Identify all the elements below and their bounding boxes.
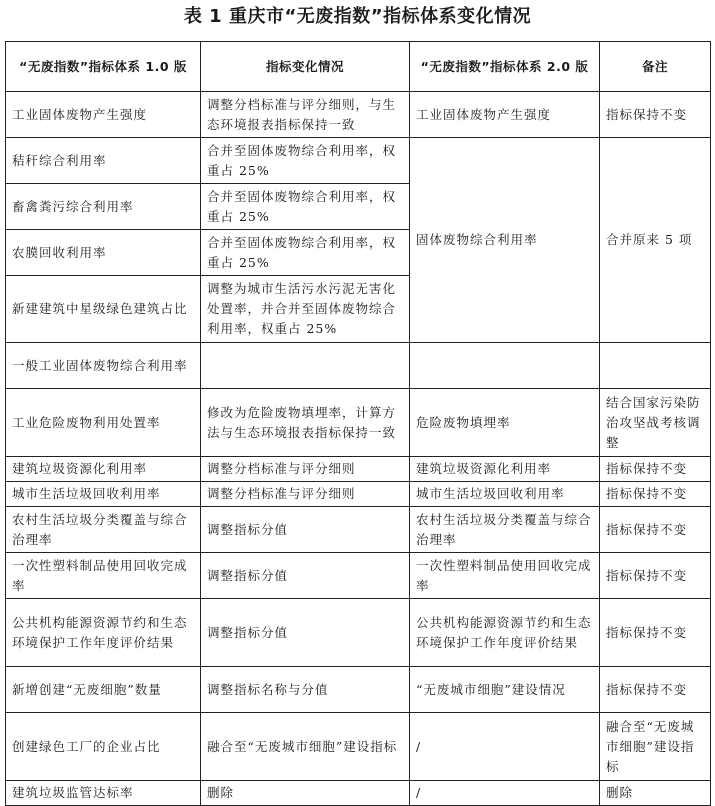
- cell-v1: 秸秆综合利用率: [6, 138, 201, 184]
- cell-change: 融合至“无废城市细胞”建设指标: [201, 713, 410, 781]
- cell-v2: /: [410, 781, 600, 806]
- cell-note: 指标保持不变: [600, 457, 711, 482]
- table-row: [6, 457, 711, 482]
- cell-change: 调整指标分值: [201, 507, 410, 553]
- cell-note: 融合至“无废城市细胞”建设指标: [600, 713, 711, 781]
- cell-change: 调整分档标准与评分细则: [201, 457, 410, 482]
- cell-change: 删除: [201, 781, 410, 806]
- cell-note: 指标保持不变: [600, 667, 711, 713]
- cell-note-merged: 合并原来 5 项: [600, 138, 711, 343]
- cell-note: 指标保持不变: [600, 553, 711, 599]
- cell-note: 指标保持不变: [600, 507, 711, 553]
- cell-v2: “无废城市细胞”建设情况: [410, 667, 600, 713]
- table-row: [6, 92, 711, 138]
- table-row: [6, 507, 711, 553]
- cell-note: 指标保持不变: [600, 599, 711, 667]
- cell-v1: 工业危险废物利用处置率: [6, 389, 201, 457]
- cell-v2: 工业固体废物产生强度: [410, 92, 600, 138]
- cell-change: 调整为城市生活污水污泥无害化处置率，并合并至固体废物综合利用率，权重占 25%: [201, 276, 410, 343]
- cell-v1: 一次性塑料制品使用回收完成率: [6, 553, 201, 599]
- table-row: [6, 482, 711, 507]
- cell-note: 指标保持不变: [600, 482, 711, 507]
- cell-v2: 公共机构能源资源节约和生态环境保护工作年度评价结果: [410, 599, 600, 667]
- header-v2: “无废指数”指标体系 2.0 版: [410, 42, 600, 92]
- table-row: [6, 389, 711, 457]
- header-change: 指标变化情况: [201, 42, 410, 92]
- cell-note: [600, 343, 711, 389]
- table-row: [6, 713, 711, 781]
- cell-change: 调整指标分值: [201, 599, 410, 667]
- table-row: [6, 667, 711, 713]
- cell-v2: 建筑垃圾资源化利用率: [410, 457, 600, 482]
- cell-v2: [410, 343, 600, 389]
- table-row: [6, 343, 711, 389]
- cell-note: 删除: [600, 781, 711, 806]
- cell-change: 调整分档标准与评分细则，与生态环境报表指标保持一致: [201, 92, 410, 138]
- cell-change: [201, 343, 410, 389]
- cell-change: 调整指标分值: [201, 553, 410, 599]
- cell-v1: 工业固体废物产生强度: [6, 92, 201, 138]
- table-row: [6, 781, 711, 806]
- cell-v2: 危险废物填埋率: [410, 389, 600, 457]
- cell-v1: 新增创建“无废细胞”数量: [6, 667, 201, 713]
- cell-note: 结合国家污染防治攻坚战考核调整: [600, 389, 711, 457]
- cell-change: 修改为危险废物填埋率，计算方法与生态环境报表指标保持一致: [201, 389, 410, 457]
- cell-v1: 建筑垃圾资源化利用率: [6, 457, 201, 482]
- cell-v1: 畜禽粪污综合利用率: [6, 184, 201, 230]
- cell-v1: 新建建筑中星级绿色建筑占比: [6, 276, 201, 343]
- cell-change: 合并至固体废物综合利用率，权重占 25%: [201, 230, 410, 276]
- header-note: 备注: [600, 42, 711, 92]
- cell-v1: 农村生活垃圾分类覆盖与综合治理率: [6, 507, 201, 553]
- cell-v1: 创建绿色工厂的企业占比: [6, 713, 201, 781]
- cell-change: 调整分档标准与评分细则: [201, 482, 410, 507]
- table-row: [6, 553, 711, 599]
- cell-v1: 建筑垃圾监管达标率: [6, 781, 201, 806]
- cell-v2: /: [410, 713, 600, 781]
- cell-v2: 农村生活垃圾分类覆盖与综合治理率: [410, 507, 600, 553]
- cell-change: 合并至固体废物综合利用率，权重占 25%: [201, 184, 410, 230]
- cell-v2: 一次性塑料制品使用回收完成率: [410, 553, 600, 599]
- cell-change: 调整指标名称与分值: [201, 667, 410, 713]
- table-header-row: [6, 42, 711, 92]
- header-v1: “无废指数”指标体系 1.0 版: [6, 42, 201, 92]
- cell-change: 合并至固体废物综合利用率，权重占 25%: [201, 138, 410, 184]
- cell-v1: 农膜回收利用率: [6, 230, 201, 276]
- cell-v1: 公共机构能源资源节约和生态环境保护工作年度评价结果: [6, 599, 201, 667]
- cell-v1: 一般工业固体废物综合利用率: [6, 343, 201, 389]
- cell-v2: 城市生活垃圾回收利用率: [410, 482, 600, 507]
- cell-v2-merged: 固体废物综合利用率: [410, 138, 600, 343]
- cell-v1: 城市生活垃圾回收利用率: [6, 482, 201, 507]
- cell-note: 指标保持不变: [600, 92, 711, 138]
- indicator-table: [5, 41, 711, 806]
- table-title: 表 1 重庆市“无废指数”指标体系变化情况: [183, 6, 532, 27]
- table-row: [6, 599, 711, 667]
- table-row: [6, 138, 711, 184]
